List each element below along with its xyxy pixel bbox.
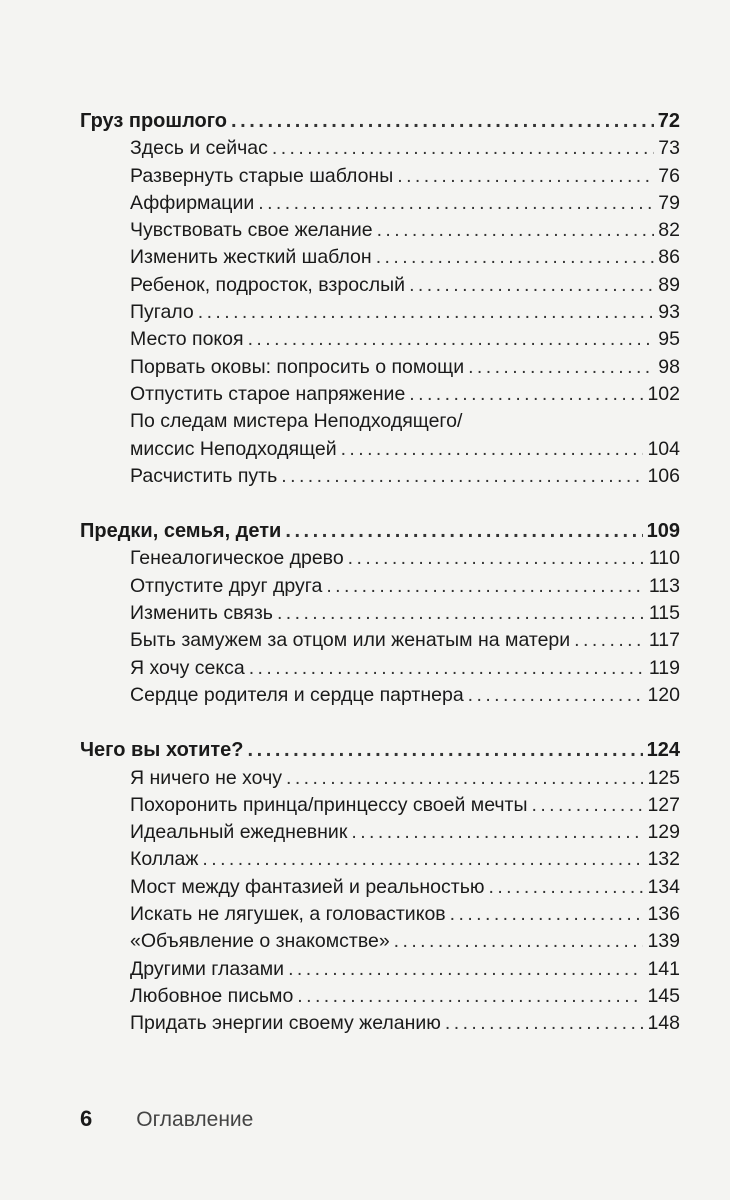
toc-entry-page: 106 [647,464,680,487]
page-footer [80,1106,253,1132]
section-gap [80,490,680,518]
toc-entry [80,326,680,353]
page-number: 6 [80,1106,93,1131]
dot-leader [277,600,645,627]
dot-leader [258,190,654,217]
dot-leader [248,326,655,353]
toc-entry [80,846,680,873]
toc-entry-page: 134 [647,875,680,898]
toc-entry [80,1010,680,1037]
toc-entry [80,600,680,627]
toc-entry-page: 117 [648,629,680,652]
toc-entry [80,983,680,1010]
toc-entry-page: 109 [646,520,680,543]
toc-entry-page: 148 [647,1012,680,1035]
toc-entry-page: 93 [658,301,680,324]
dot-leader [409,272,654,299]
toc-entry-title: Предки, семья, дети [80,520,282,543]
toc-entry [80,874,680,901]
toc-entry [80,792,680,819]
dot-leader [445,1010,644,1037]
dot-leader [249,655,645,682]
toc-entry-title: Чего вы хотите? [80,739,244,762]
toc-entry-title: Генеалогическое древо [130,547,344,570]
toc-entry-title: Придать энергии своему желанию [130,1012,441,1035]
toc-entry-title: Расчистить путь [130,464,278,487]
section-gap [80,709,680,737]
toc-entry [80,545,680,572]
dot-leader [231,108,654,135]
dot-leader [286,765,643,792]
toc-entry [80,901,680,928]
toc-entry-page: 129 [647,821,680,844]
toc-entry-page: 132 [647,848,680,871]
toc-entry-title: Чувствовать свое желание [130,219,373,242]
toc-entry-page: 139 [647,930,680,953]
toc-entry-title: Пугало [130,301,194,324]
dot-leader [351,819,643,846]
dot-leader [468,682,644,709]
toc-entry-page: 102 [647,382,680,405]
toc-entry-page: 141 [647,957,680,980]
toc-entry [80,627,680,654]
toc-entry [80,381,680,408]
toc-entry-page: 110 [648,547,680,570]
toc-entry-page: 124 [646,739,680,762]
toc-entry-page: 98 [658,355,680,378]
toc-entry [80,272,680,299]
toc-entry-title: Мост между фантазией и реальностью [130,875,485,898]
toc-entry-title: Развернуть старые шаблоны [130,164,394,187]
toc-entry [80,573,680,600]
toc-entry-page: 72 [657,110,680,132]
toc-entry-page: 95 [658,328,680,351]
dot-leader [397,163,654,190]
dot-leader [574,627,645,654]
toc-entry-page: 145 [647,984,680,1007]
toc-entry-title: Место покоя [130,328,244,351]
toc-entry-title: Коллаж [130,848,199,871]
toc-entry-page: 86 [658,246,680,269]
toc-entry-title: Отпустить старое напряжение [130,382,406,405]
dot-leader [248,737,643,764]
toc-entry-title: миссис Неподходящей [130,437,337,460]
toc-entry [80,928,680,955]
running-header: Оглавление [136,1108,254,1131]
dot-leader [285,518,642,545]
dot-leader [326,573,645,600]
toc-entry [80,436,680,463]
toc-entry-title: Похоронить принца/принцессу своей мечты [130,793,528,816]
dot-leader [288,956,643,983]
toc-entry-title: По следам мистера Неподходящего/ [130,410,463,433]
dot-leader [202,846,643,873]
toc-entry-page: 125 [647,766,680,789]
toc-entry-page: 115 [648,602,680,625]
dot-leader [272,135,654,162]
toc-entry-title: Я хочу секса [130,656,245,679]
table-of-contents [80,108,680,1038]
dot-leader [377,217,655,244]
dot-leader [532,792,644,819]
toc-entry [80,819,680,846]
toc-entry [80,190,680,217]
toc-entry-title: Другими глазами [130,957,285,980]
toc-entry-title: Быть замужем за отцом или женатым на матери [130,629,571,652]
toc-entry-title: Сердце родителя и сердце партнера [130,683,464,706]
dot-leader [394,928,644,955]
toc-section-entry [80,518,680,545]
toc-entry-page: 120 [647,683,680,706]
dot-leader [376,244,655,271]
toc-entry-title: Ребенок, подросток, взрослый [130,273,406,296]
toc-entry-page: 82 [658,219,680,242]
dot-leader [488,874,643,901]
toc-entry [80,244,680,271]
toc-entry-title: Аффирмации [130,191,255,214]
toc-entry-title: Изменить связь [130,602,273,625]
toc-entry-page: 104 [647,437,680,460]
toc-entry-title: Груз прошлого [80,110,228,132]
toc-entry [80,135,680,162]
toc-entry-title: «Объявление о знакомстве» [130,930,390,953]
toc-entry-page: 127 [647,793,680,816]
dot-leader [468,354,654,381]
toc-entry-title: Я ничего не хочу [130,766,283,789]
toc-entry-title: Любовное письмо [130,984,294,1007]
toc-entry-title: Порвать оковы: попросить о помощи [130,355,465,378]
toc-entry [80,163,680,190]
toc-entry-page: 79 [658,191,680,214]
dot-leader [281,463,643,490]
toc-entry-title: Идеальный ежедневник [130,821,348,844]
toc-section-entry [80,108,680,135]
dot-leader [341,436,644,463]
toc-entry-page: 136 [647,903,680,926]
toc-entry-page: 119 [648,656,680,679]
dot-leader [297,983,643,1010]
toc-section-entry [80,737,680,764]
dot-leader [348,545,645,572]
toc-entry-page: 76 [658,164,680,187]
toc-entry-title: Здесь и сейчас [130,137,268,160]
toc-entry-title: Изменить жесткий шаблон [130,246,372,269]
toc-entry [80,408,680,435]
toc-entry [80,765,680,792]
toc-entry [80,956,680,983]
toc-entry [80,682,680,709]
toc-entry-page: 89 [658,273,680,296]
dot-leader [450,901,644,928]
toc-entry-page: 73 [658,137,680,160]
dot-leader [198,299,655,326]
toc-entry [80,217,680,244]
toc-entry-page: 113 [648,574,680,597]
toc-entry [80,299,680,326]
toc-entry [80,354,680,381]
toc-entry-title: Отпустите друг друга [130,574,323,597]
toc-entry-title: Искать не лягушек, а головастиков [130,903,446,926]
toc-entry [80,463,680,490]
dot-leader [409,381,643,408]
toc-entry [80,655,680,682]
